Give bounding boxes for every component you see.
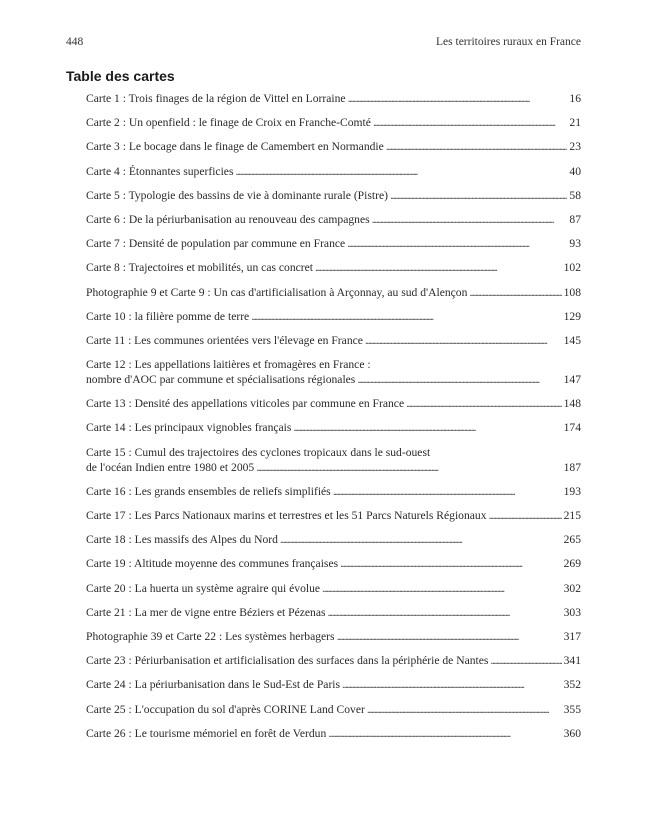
toc-entry-title: Photographie 39 et Carte 22 : Les systèmes herbagers [86,629,335,643]
toc-entry-page: 40 [569,164,581,178]
dot-leader [367,702,562,717]
toc-entry-page: 187 [563,460,581,474]
dot-leader [347,236,567,251]
toc-entry [86,188,581,203]
toc-entry-title: Carte 7 : Densité de population par commune en France [86,237,346,251]
toc-entry-page: 148 [563,397,581,411]
dot-leader [373,115,567,130]
toc-entry-page: 174 [563,421,581,435]
toc-entry [86,357,581,387]
dot-leader [251,309,561,324]
toc-entry-page: 193 [563,484,581,498]
toc-entry [86,260,581,275]
dot-leader [280,532,562,547]
toc-entry-title: Carte 14 : Les principaux vignobles français [86,421,292,435]
toc-entry-page: 302 [563,581,581,595]
toc-entry-title: Carte 19 : Altitude moyenne des communes françaises [86,557,339,571]
toc-entry-page: 16 [569,92,581,105]
toc-entry-title-line: Carte 15 : Cumul des trajectoires des cyclones tropicaux dans le sud-ouest [86,445,431,459]
dot-leader [340,556,562,571]
dot-leader [293,420,561,435]
toc-entry-page: 352 [563,678,581,692]
table-of-maps [86,91,581,750]
toc-entry [86,396,581,411]
toc-entry-title: Carte 16 : Les grands ensembles de reliefs simplifiés [86,484,331,498]
toc-entry [86,581,581,596]
toc-entry [86,605,581,620]
dot-leader [342,677,562,692]
toc-entry-title: Carte 1 : Trois finages de la région de Vittel en Lorraine [86,92,346,105]
section-title: Table des cartes [66,68,175,84]
toc-entry-title: Carte 13 : Densité des appellations viticoles par commune en France [86,397,405,411]
toc-entry-page: 145 [563,333,581,347]
running-header [66,36,581,48]
dot-leader [357,372,561,387]
toc-entry-title: Carte 20 : La huerta un système agraire qui évolue [86,581,321,595]
toc-entry [86,164,581,179]
toc-entry [86,445,581,475]
toc-entry-page: 108 [563,285,581,299]
dot-leader [372,212,568,227]
toc-entry [86,420,581,435]
toc-entry [86,484,581,499]
toc-entry-title: Carte 10 : la filière pomme de terre [86,309,250,323]
toc-entry [86,285,581,300]
toc-entry [86,556,581,571]
dot-leader [386,139,568,154]
toc-entry [86,508,581,523]
toc-entry-title: Carte 21 : La mer de vigne entre Béziers et Pézenas [86,605,326,619]
toc-entry [86,653,581,668]
dot-leader [490,653,561,668]
toc-entry-title: Carte 11 : Les communes orientées vers l'élevage en France [86,333,363,347]
toc-entry [86,702,581,717]
toc-entry-page: 93 [569,237,581,251]
toc-entry-page: 147 [563,373,581,387]
toc-entry-title: Carte 23 : Périurbanisation et artificialisation des surfaces dans la périphérie de Nantes [86,654,489,668]
toc-entry [86,333,581,348]
toc-entry-title: Carte 17 : Les Parcs Nationaux marins et terrestres et les 51 Parcs Naturels Régionaux [86,509,487,522]
toc-entry-page: 269 [563,557,581,571]
dot-leader [328,726,561,741]
toc-entry [86,309,581,324]
dot-leader [365,333,562,348]
dot-leader [256,460,561,475]
toc-entry-page: 317 [563,629,581,643]
dot-leader [469,285,561,300]
toc-entry-page: 102 [563,261,581,275]
dot-leader [348,91,568,106]
toc-entry-page: 360 [563,726,581,740]
toc-entry [86,115,581,130]
toc-entry-title: Carte 26 : Le tourisme mémoriel en forêt de Verdun [86,726,327,740]
toc-entry-title: Carte 8 : Trajectoires et mobilités, un cas concret [86,261,313,275]
toc-entry [86,236,581,251]
toc-entry-title: Carte 4 : Étonnantes superficies [86,164,234,178]
running-title: Les territoires ruraux en France [436,36,581,48]
toc-entry-page: 129 [563,309,581,323]
toc-entry-page: 87 [569,212,581,226]
dot-leader [322,581,562,596]
toc-entry [86,212,581,227]
toc-entry [86,677,581,692]
toc-entry-title: Carte 18 : Les massifs des Alpes du Nord [86,533,278,547]
toc-entry-title-line: Carte 12 : Les appellations laitières et fromagères en France : [86,358,371,372]
dot-leader [235,164,567,179]
toc-entry-title: Carte 5 : Typologie des bassins de vie à dominante rurale (Pistre) [86,188,388,202]
dot-leader [315,260,562,275]
toc-entry-page: 355 [563,702,581,716]
dot-leader [406,396,562,411]
toc-entry [86,91,581,106]
toc-entry-title: de l'océan Indien entre 1980 et 2005 [86,460,255,474]
dot-leader [489,508,562,523]
toc-entry [86,629,581,644]
dot-leader [390,188,567,203]
toc-entry-title: Photographie 9 et Carte 9 : Un cas d'artificialisation à Arçonnay, au sud d'Alençon [86,285,468,299]
toc-entry-title: Carte 6 : De la périurbanisation au renouveau des campagnes [86,212,370,226]
toc-entry-page: 341 [563,654,581,668]
toc-entry-page: 23 [569,140,581,154]
toc-entry-page: 21 [569,116,581,130]
toc-entry-page: 265 [563,533,581,547]
toc-entry-page: 58 [569,188,581,202]
toc-entry-page: 215 [563,509,581,522]
toc-entry-title: Carte 24 : La périurbanisation dans le Sud-Est de Paris [86,678,341,692]
toc-entry [86,139,581,154]
toc-entry-title: Carte 2 : Un openfield : le finage de Croix en Franche-Comté [86,116,371,130]
toc-entry-title: Carte 25 : L'occupation du sol d'après CORINE Land Cover [86,702,365,716]
toc-entry-page: 303 [563,605,581,619]
toc-entry [86,726,581,741]
toc-entry-title: Carte 3 : Le bocage dans le finage de Camembert en Normandie [86,140,384,154]
dot-leader [328,605,562,620]
page-number: 448 [66,36,84,48]
toc-entry-title: nombre d'AOC par commune et spécialisations régionales [86,373,356,387]
toc-entry [86,532,581,547]
dot-leader [333,484,562,499]
dot-leader [337,629,562,644]
